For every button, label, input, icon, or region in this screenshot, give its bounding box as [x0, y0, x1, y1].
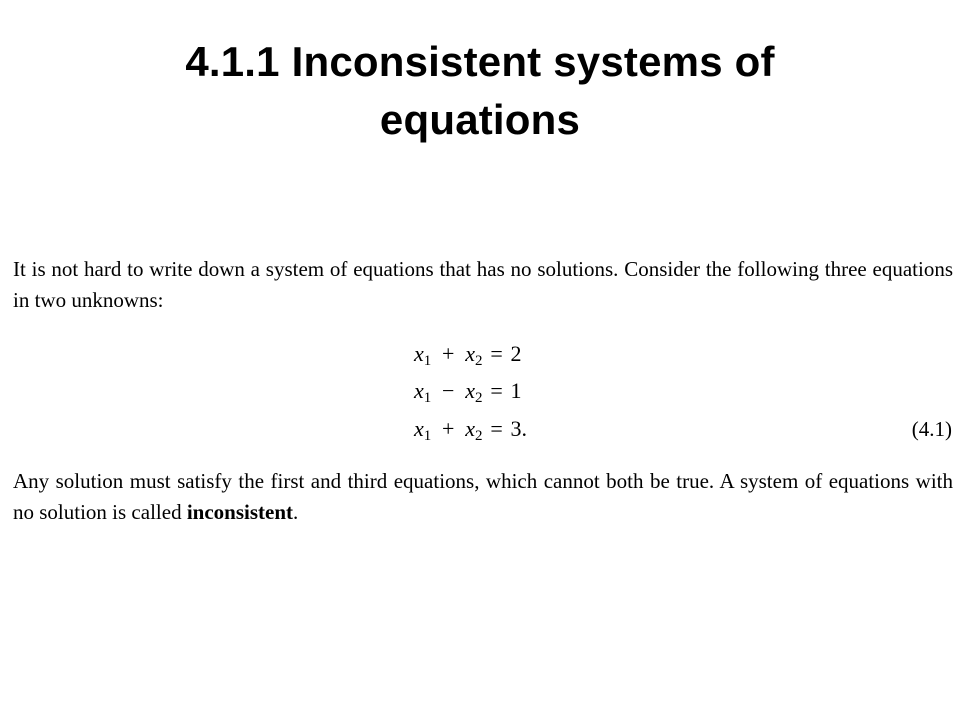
- slide-title: [60, 33, 900, 149]
- conclusion-end: .: [293, 500, 299, 524]
- conclusion-text: Any solution must satisfy the first and third equations, which cannot both be true. A system of equations with no solution is called: [13, 469, 953, 524]
- equation-2: $x_1 - x_2 = 1$: [414, 378, 522, 406]
- bold-term-inconsistent: inconsistent: [186, 500, 294, 524]
- equation-1: $x_1 + x_2 = 2$: [414, 341, 522, 369]
- conclusion-paragraph: [13, 466, 953, 528]
- title-line-2: equations: [379, 96, 581, 143]
- title-line-1: 4.1.1 Inconsistent systems of: [185, 38, 775, 85]
- equation-3: $x_1 + x_2 = 3$.: [414, 416, 528, 444]
- equation-number: (4.1): [911, 417, 952, 441]
- intro-paragraph: It is not hard to write down a system of equations that has no solutions. Consider the following three equations in two unknowns:: [13, 257, 953, 312]
